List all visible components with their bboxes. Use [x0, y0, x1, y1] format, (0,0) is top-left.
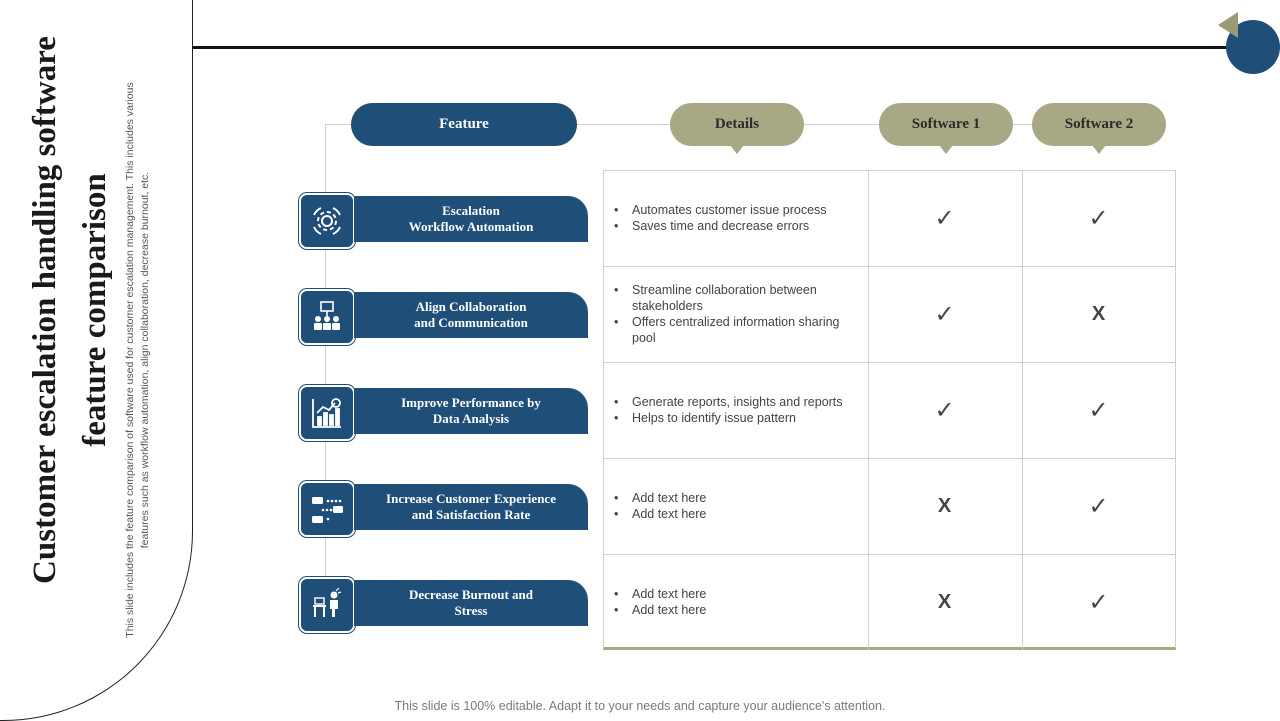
software-1-mark: X: [937, 494, 952, 517]
header-feature: Feature: [351, 103, 577, 146]
software-2-mark: X: [1091, 302, 1106, 325]
detail-bullet: • Add text here: [612, 602, 706, 618]
detail-bullet: • Generate reports, insights and reports: [612, 394, 843, 410]
gear-cycle-icon: [299, 193, 355, 249]
feature-label: Improve Performance by Data Analysis: [354, 388, 588, 434]
software-1-mark: ✓: [934, 396, 955, 424]
desk-worker-icon: [299, 577, 355, 633]
detail-bullet: • Streamline collaboration between stakeholders: [612, 282, 862, 314]
details-cell: [612, 170, 862, 266]
team-board-icon: [299, 289, 355, 345]
feature-label: Decrease Burnout and Stress: [354, 580, 588, 626]
software-2-mark: ✓: [1088, 492, 1109, 520]
header-details: Details: [670, 103, 804, 146]
footer-note: This slide is 100% editable. Adapt it to your needs and capture your audience's attention.: [394, 699, 886, 713]
title-container: [20, 20, 120, 600]
details-cell: [612, 458, 862, 554]
page-description: This slide includes the feature comparison of software used for customer escalation management. This includes various features such as workflow automation, align collaboration, decrease burnout, etc.: [124, 82, 151, 638]
chat-feedback-icon: [299, 481, 355, 537]
corner-triangle-decoration: [1218, 12, 1238, 38]
details-cell: [612, 554, 862, 650]
header-software-1: Software 1: [879, 103, 1013, 146]
software-1-mark: ✓: [934, 300, 955, 328]
detail-bullet: • Add text here: [612, 506, 706, 522]
details-cell: [612, 266, 862, 362]
feature-label: Escalation Workflow Automation: [354, 196, 588, 242]
detail-bullet: • Offers centralized information sharing pool: [612, 314, 862, 346]
software-1-mark: X: [937, 590, 952, 613]
header-software-2: Software 2: [1032, 103, 1166, 146]
description-container: [118, 80, 158, 640]
feature-label: Increase Customer Experience and Satisfaction Rate: [354, 484, 588, 530]
page-title: Customer escalation handling software feature comparison: [27, 36, 113, 584]
detail-bullet: • Helps to identify issue pattern: [612, 410, 843, 426]
top-divider: [192, 46, 1232, 49]
software-2-mark: ✓: [1088, 588, 1109, 616]
detail-bullet: • Add text here: [612, 586, 706, 602]
detail-bullet: • Automates customer issue process: [612, 202, 827, 218]
detail-bullet: • Add text here: [612, 490, 706, 506]
feature-label: Align Collaboration and Communication: [354, 292, 588, 338]
details-cell: [612, 362, 862, 458]
detail-bullet: • Saves time and decrease errors: [612, 218, 827, 234]
software-2-mark: ✓: [1088, 396, 1109, 424]
software-2-mark: ✓: [1088, 204, 1109, 232]
software-1-mark: ✓: [934, 204, 955, 232]
analytics-chart-icon: [299, 385, 355, 441]
